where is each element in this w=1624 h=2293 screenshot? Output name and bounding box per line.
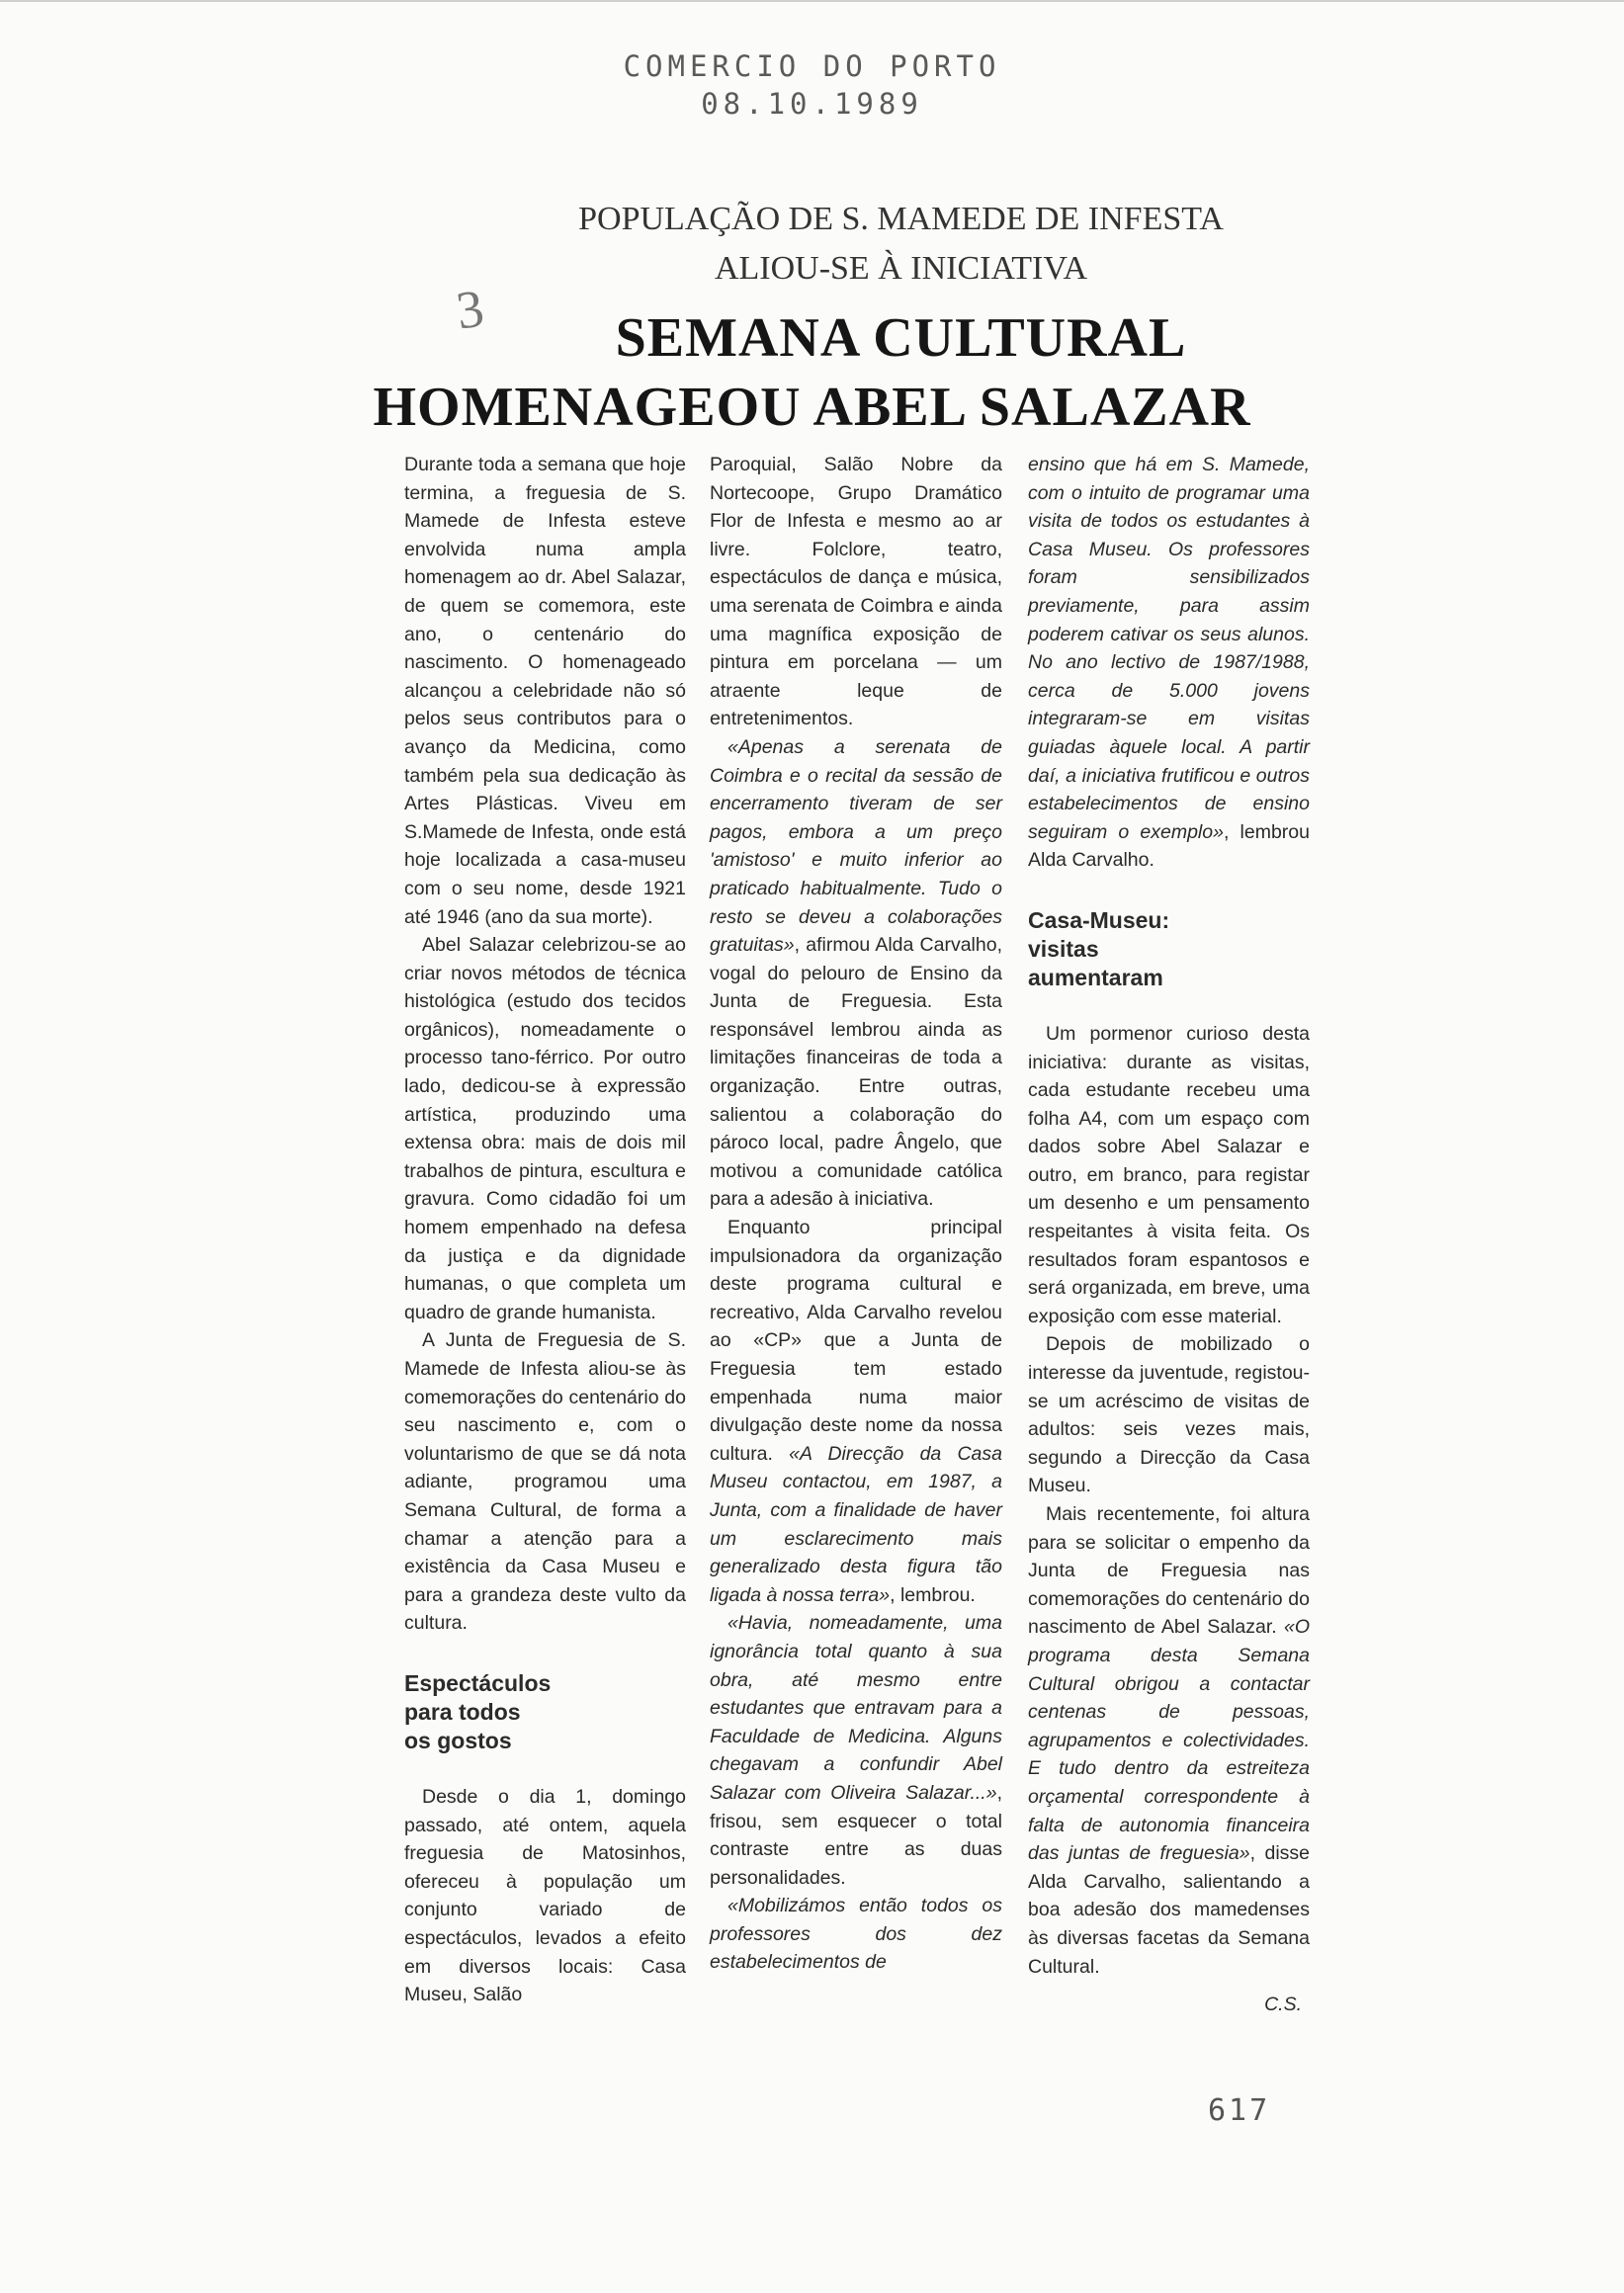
paragraph: [710, 1609, 1002, 1892]
subheading-espectaculos: [404, 1669, 686, 1755]
paragraph-text: , afirmou Alda Carvalho, vogal do pelouro de Ensino da Junta de Freguesia. Esta responsável lembrou ainda as limitações financeiras de toda a organização. Entre outras, salientou a colaboração do pároco local, padre Ângelo, que motivou a comunidade católica para a adesão à iniciativa.: [710, 934, 1002, 1211]
paragraph-text: Enquanto principal impulsionadora da organização deste programa cultural e recreativo, Alda Carvalho revelou ao «CP» que a Junta de Freguesia tem estado empenhada numa maior divulgação deste nome da nossa cultura.: [710, 1217, 1002, 1465]
article-column-1: [404, 451, 686, 2009]
author-signature: C.S.: [1264, 1994, 1302, 2016]
paragraph-text: , disse Alda Carvalho, salientando a boa adesão dos mamedenses às diversas facetas da Semana Cultural.: [1028, 1842, 1311, 1978]
quote: «Havia, nomeadamente, uma ignorância total quanto à sua obra, até mesmo entre estudantes que entravam para a Faculdade de Medicina. Alguns chegavam a confundir Abel Salazar com Oliveira Salazar...»: [710, 1612, 1002, 1804]
subheading-line: os gostos: [404, 1727, 512, 1753]
quote: «A Direcção da Casa Museu contactou, em 1987, a Junta, com a finalidade de haver um esclarecimento mais generalizado desta figura tão ligada à nossa terra»: [710, 1442, 1002, 1606]
date-stamp: 08.10.1989: [701, 87, 923, 121]
paragraph: [1028, 451, 1310, 875]
headline-line-1: SEMANA CULTURAL: [615, 307, 1187, 369]
paragraph: [710, 1214, 1002, 1609]
subheading-line: para todos: [404, 1698, 521, 1725]
paragraph-text: , frisou, sem esquecer o total contraste entre as duas personalidades.: [710, 1781, 1002, 1889]
source-stamp: COMERCIO DO PORTO: [623, 49, 1001, 83]
paragraph-text: , lembrou Alda Carvalho.: [1028, 820, 1310, 872]
handwritten-mark: 3: [452, 278, 488, 341]
subheading-line: Casa-Museu:: [1028, 906, 1170, 933]
paragraph: [1028, 1500, 1310, 1981]
paragraph: Desde o dia 1, domingo passado, até ontem, aquela freguesia de Matosinhos, ofereceu à população um conjunto variado de espectáculos, levados a efeito em diversos locais: Casa Museu, Salão: [404, 1785, 686, 2006]
paragraph: A Junta de Freguesia de S. Mamede de Infesta aliou-se às comemorações do centenário do seu nascimento e, com o voluntarismo de que se dá nota adiante, programou uma Semana Cultural, de forma a chamar a atenção para a existência da Casa Museu e para a grandeza deste vulto da cultura.: [404, 1329, 686, 1635]
subheading-casa-museu: [1028, 906, 1310, 992]
paragraph: Paroquial, Salão Nobre da Nortecoope, Grupo Dramático Flor de Infesta e mesmo ao ar livre. Folclore, teatro, espectáculos de dança e música, uma serenata de Coimbra e ainda uma magnífica exposição de pintura em porcelana — um atraente leque de entretenimentos.: [710, 454, 1002, 730]
paragraph: «Mobilizámos então todos os professores dos dez estabelecimentos de: [710, 1895, 1002, 1974]
paragraph: Depois de mobilizado o interesse da juventude, registou-se um acréscimo de visitas de adultos: seis vezes mais, segundo a Direcção da Casa Museu.: [1028, 1333, 1310, 1497]
paragraph: [710, 733, 1002, 1214]
quote: ensino que há em S. Mamede, com o intuito de programar uma visita de todos os estudantes à Casa Museu. Os professores foram sensibilizados previamente, para assim poderem cativar os seus alunos. No ano lectivo de 1987/1988, cerca de 5.000 jovens integraram-se em visitas guiadas àquele local. A partir daí, a iniciativa frutificou e outros estabelecimentos de ensino seguiram o exemplo»: [1028, 454, 1310, 843]
kicker-line-1: POPULAÇÃO DE S. MAMEDE DE INFESTA: [578, 201, 1224, 237]
page-number: 617: [1208, 2093, 1271, 2128]
headline-line-2: HOMENAGEOU ABEL SALAZAR: [373, 377, 1251, 438]
paragraph-text: , lembrou.: [890, 1583, 976, 1606]
paragraph: Um pormenor curioso desta iniciativa: durante as visitas, cada estudante recebeu uma folha A4, com um espaço com dados sobre Abel Salazar e outro, em branco, para registar um desenho e um pensamento respeitantes à visita feita. Os resultados foram espantosos e será organizada, em breve, uma exposição com esse material.: [1028, 1022, 1310, 1327]
quote: «O programa desta Semana Cultural obrigou a contactar centenas de pessoas, agrupamentos e colectividades. E tudo dentro da estreiteza orçamental correspondente à falta de autonomia financeira das juntas de freguesia»: [1028, 1616, 1310, 1865]
article-column-2: [710, 451, 1002, 1977]
scan-edge: [0, 0, 1624, 2]
kicker-line-2: ALIOU-SE À INICIATIVA: [714, 250, 1088, 287]
paragraph-text: Mais recentemente, foi altura para se solicitar o empenho da Junta de Freguesia nas comemorações do centenário do nascimento de Abel Salazar.: [1028, 1503, 1310, 1639]
subheading-line: Espectáculos: [404, 1669, 552, 1696]
quote: «Apenas a serenata de Coimbra e o recital da sessão de encerramento tiveram de ser pagos, embora a um preço 'amistoso' e muito inferior ao praticado habitualmente. Tudo o resto se deveu a colaborações gratuitas»: [710, 735, 1002, 957]
paragraph: Abel Salazar celebrizou-se ao criar novos métodos de técnica histológica (estudo dos tecidos orgânicos), nomeadamente o processo tano-férrico. Por outro lado, dedicou-se à expressão artística, produzindo uma extensa obra: mais de dois mil trabalhos de pintura, escultura e gravura. Como cidadão foi um homem empenhado na defesa da justiça e da dignidade humanas, o que completa um quadro de grande humanista.: [404, 934, 686, 1323]
article-column-3: [1028, 451, 1310, 2019]
subheading-line: aumentaram: [1028, 964, 1163, 990]
subheading-line: visitas: [1028, 935, 1099, 962]
paragraph: Durante toda a semana que hoje termina, a freguesia de S. Mamede de Infesta esteve envolvida numa ampla homenagem ao dr. Abel Salazar, de quem se comemora, este ano, o centenário do nascimento. O homenageado alcançou a celebridade não só pelos seus contributos para o avanço da Medicina, como também pela sua dedicação às Artes Plásticas. Viveu em S.Mamede de Infesta, onde está hoje localizada a casa-museu com o seu nome, desde 1921 até 1946 (ano da sua morte).: [404, 454, 686, 928]
